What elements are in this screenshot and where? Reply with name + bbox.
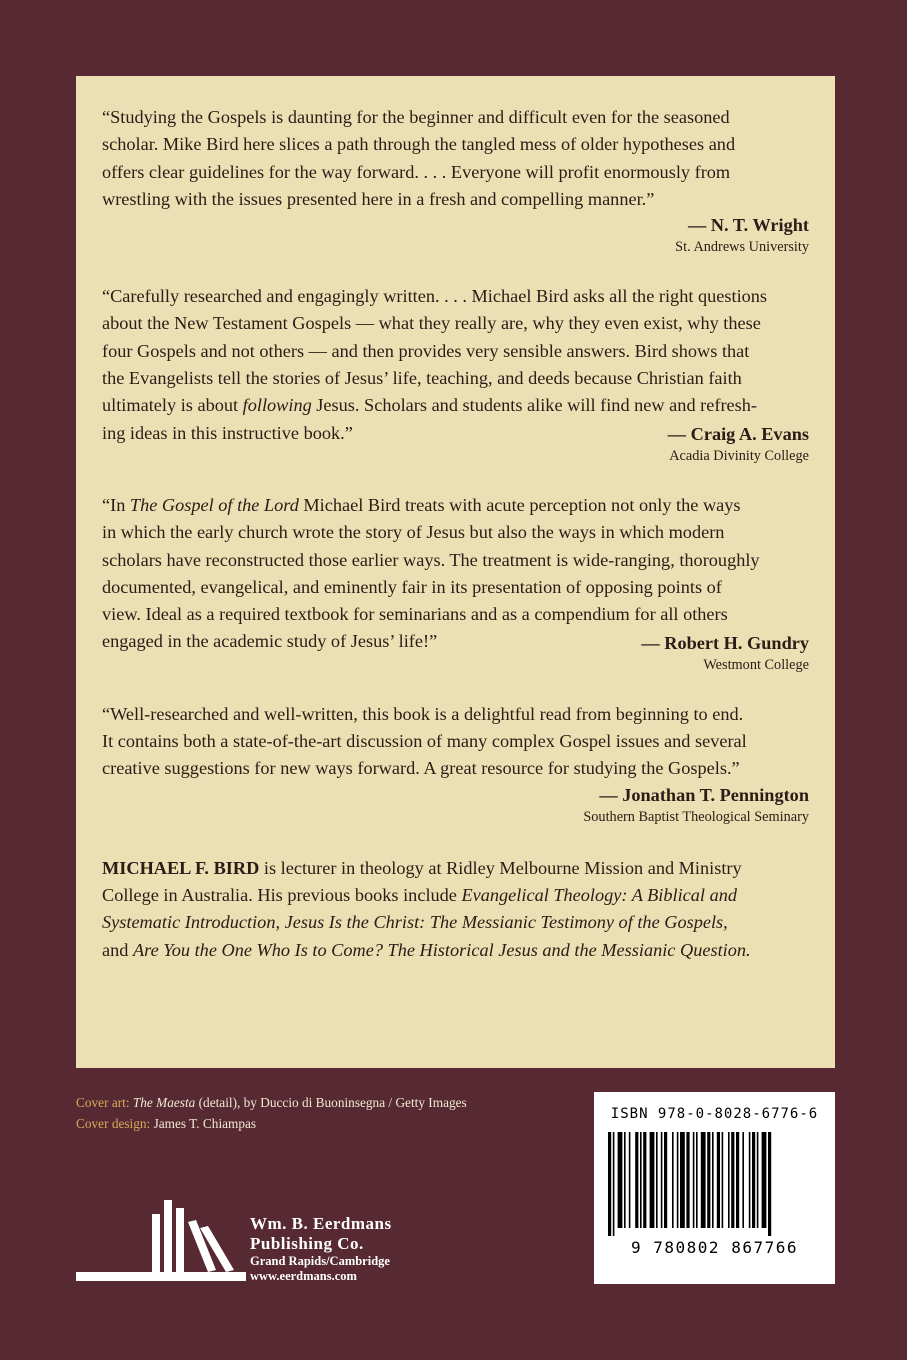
barcode-bar	[686, 1132, 689, 1228]
barcode-bar	[661, 1132, 663, 1228]
text-line: creative suggestions for new ways forward. A great resource for studying the Gospels.”	[102, 758, 740, 779]
barcode-bar	[736, 1132, 739, 1228]
text-line: the Evangelists tell the stories of Jesus’ life, teaching, and deeds because Christian faith	[102, 368, 742, 389]
endorsement-gundry	[102, 492, 809, 675]
endorsement-text	[102, 104, 809, 213]
barcode-bar	[672, 1132, 674, 1228]
endorser-name: — Robert H. Gundry	[641, 632, 809, 653]
barcode-bar	[762, 1132, 767, 1228]
endorsement-attribution	[102, 213, 809, 257]
isbn-barcode	[594, 1092, 835, 1284]
text-line: “Studying the Gospels is daunting for the beginner and difficult even for the seasoned	[102, 107, 730, 127]
endorsement-pennington	[102, 701, 809, 827]
publisher-name-line1: Wm. B. Eerdmans	[250, 1214, 392, 1233]
text-segment: is lecturer in theology at Ridley Melbourne Mission and Ministry	[259, 857, 742, 878]
barcode-bar	[693, 1132, 695, 1228]
barcode-bar	[656, 1132, 658, 1228]
barcode-bar	[664, 1132, 667, 1228]
publisher-location: Grand Rapids/Cambridge	[250, 1254, 390, 1268]
text-segment: College in Australia. His previous books include	[102, 884, 462, 905]
barcode-bar	[629, 1132, 631, 1228]
endorser-name: — Craig A. Evans	[667, 423, 809, 444]
barcode-bar	[712, 1132, 714, 1228]
endorsement-text	[102, 701, 809, 783]
barcode-bar	[677, 1132, 679, 1228]
barcode-bar	[640, 1132, 642, 1228]
italic-text: Systematic Introduction, Jesus Is the Christ: The Messianic Testimony of the Gospels,	[102, 912, 728, 933]
barcode-bar	[618, 1132, 623, 1228]
barcode-bar	[624, 1132, 626, 1228]
publisher-info	[250, 1214, 392, 1284]
barcode-bar	[752, 1132, 755, 1228]
text-segment: and	[102, 939, 133, 960]
text-line: scholar. Mike Bird here slices a path through the tangled mess of older hypotheses and	[102, 134, 736, 155]
barcode-digits: 9 780802 867766	[631, 1238, 798, 1257]
cover-design-credit	[76, 1113, 467, 1134]
text-segment: ultimately is about	[102, 395, 243, 416]
barcode-bar	[757, 1132, 759, 1228]
endorser-affiliation: St. Andrews University	[675, 239, 809, 256]
cover-art-credit	[76, 1092, 467, 1113]
text-line: wrestling with the issues presented here in a fresh and compelling manner.”	[102, 188, 655, 209]
text-line: view. Ideal as a required textbook for seminarians and as a compendium for all others	[102, 604, 728, 625]
text-line: ing ideas in this instructive book.”	[102, 422, 353, 443]
barcode-bar	[707, 1132, 710, 1228]
text-line: scholars have reconstructed those earlier ways. The treatment is wide-ranging, thoroughly	[102, 549, 760, 570]
endorser-affiliation: Southern Baptist Theological Seminary	[583, 808, 809, 825]
text-line: “Well-researched and well-written, this book is a delightful read from beginning to end.	[102, 703, 744, 724]
barcode-bar	[608, 1132, 611, 1236]
italic-text: The Gospel of the Lord	[129, 494, 299, 515]
text-line: four Gospels and not others — and then provides very sensible answers. Bird shows that	[102, 340, 750, 361]
text-line: documented, evangelical, and eminently fair in its presentation of opposing points of	[102, 576, 722, 597]
endorsements-panel	[76, 76, 835, 1068]
credit-label: Cover design:	[76, 1116, 154, 1131]
text-line: It contains both a state-of-the-art discussion of many complex Gospel issues and several	[102, 731, 747, 752]
italic-text: The Maesta	[132, 1095, 196, 1110]
endorser-affiliation: Acadia Divinity College	[669, 447, 809, 464]
endorser-name: — Jonathan T. Pennington	[599, 784, 809, 805]
credit-label: Cover art:	[76, 1095, 133, 1110]
text-segment: James T. Chiampas	[153, 1116, 257, 1131]
barcode-bars	[608, 1132, 821, 1236]
barcode-bar	[749, 1132, 751, 1228]
text-line: in which the early church wrote the story of Jesus but also the ways in which modern	[102, 522, 725, 543]
endorser-name: — N. T. Wright	[687, 215, 809, 236]
cover-credits	[76, 1092, 467, 1134]
text-line: “Carefully researched and engagingly written. . . . Michael Bird asks all the right questions	[102, 286, 768, 307]
text-segment: (detail), by Duccio di Buoninsegna / Getty Images	[195, 1095, 467, 1110]
barcode-bar	[717, 1132, 720, 1228]
publisher-website: www.eerdmans.com	[250, 1269, 357, 1283]
publisher-name-line2: Publishing Co.	[250, 1234, 364, 1253]
text-line: engaged in the academic study of Jesus’ life!”	[102, 631, 438, 652]
barcode-bar	[635, 1132, 638, 1228]
barcode-bar	[742, 1132, 744, 1228]
italic-text: Evangelical Theology: A Biblical and	[461, 884, 738, 905]
italic-text: Are You the One Who Is to Come? The Historical Jesus and the Messianic Question.	[132, 939, 751, 960]
text-segment: Jesus. Scholars and students alike will find new and refresh-	[311, 395, 757, 416]
italic-text: following	[242, 395, 312, 416]
endorser-affiliation: Westmont College	[703, 656, 809, 673]
text-line: offers clear guidelines for the way forward. . . . Everyone will profit enormously from	[102, 161, 731, 182]
author-name: MICHAEL F. BIRD	[102, 857, 260, 878]
barcode-bar	[731, 1132, 734, 1228]
text-line: about the New Testament Gospels — what they really are, why they even exist, why these	[102, 313, 761, 334]
barcode-bar	[728, 1132, 730, 1228]
endorsement-evans	[102, 283, 809, 466]
isbn-text: ISBN 978-0-8028-6776-6	[610, 1106, 819, 1122]
barcode-bar	[643, 1132, 646, 1228]
text-segment: “In	[102, 494, 130, 515]
text-segment: Michael Bird treats with acute perception not only the ways	[298, 494, 741, 515]
eerdmans-logo-icon	[76, 1198, 246, 1288]
barcode-bar	[650, 1132, 655, 1228]
barcode-bar	[680, 1132, 685, 1228]
barcode-bar	[696, 1132, 698, 1228]
endorsement-attribution	[102, 783, 809, 827]
barcode-bar	[722, 1132, 724, 1228]
endorsement-wright	[102, 104, 809, 257]
barcode-bar	[613, 1132, 615, 1236]
barcode-bar	[768, 1132, 771, 1236]
barcode-bar	[701, 1132, 706, 1228]
author-bio	[102, 855, 809, 964]
